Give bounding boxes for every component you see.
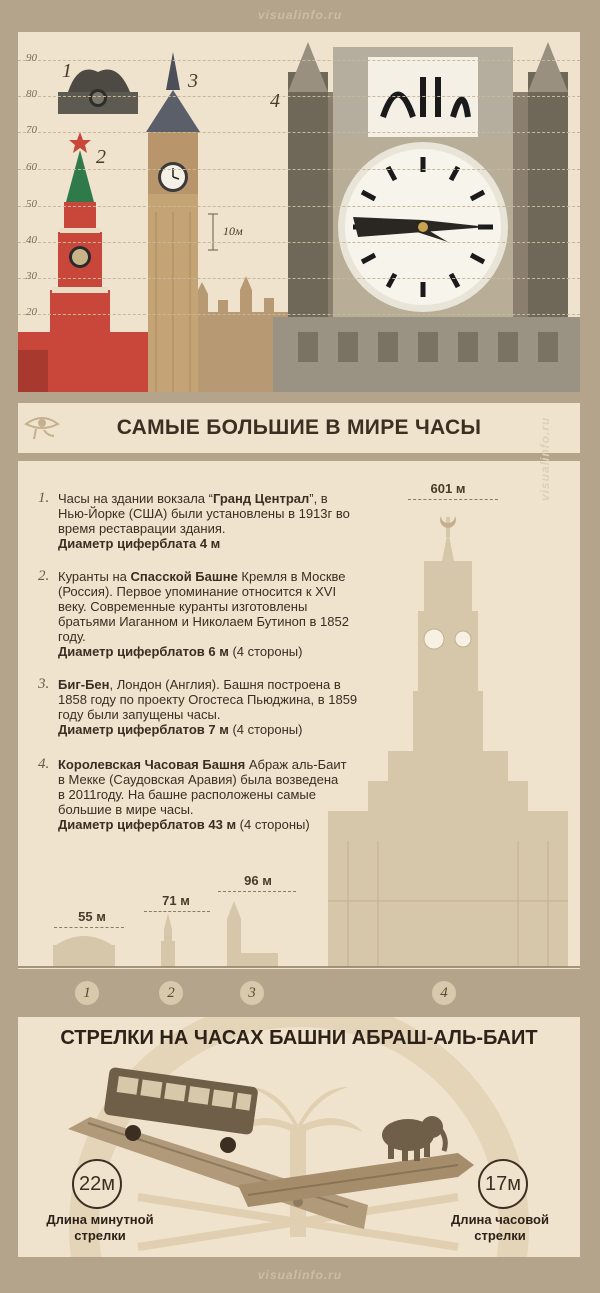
section-title-largest-clocks	[18, 403, 580, 453]
building-number-4: 4	[432, 981, 456, 1005]
site-watermark-bottom: visualinfo.ru	[257, 1268, 343, 1282]
largest-clocks-panel	[18, 416, 580, 969]
item-number: 3.	[38, 676, 50, 692]
site-watermark-side: visualinfo.ru	[538, 416, 552, 501]
scale-line-40	[18, 242, 580, 243]
item-text: Кремля в Москве (Россия). Первое упоминание относится к XVI веку. Современные куранты изготовлены братьями Иаганном и Николаем Бутиноп в 1852 году.	[58, 569, 349, 644]
item-text: Абраж аль-Баит в Мекке (Саудовская Аравия) была возведена в 2011году. На башне расположены самые большие в мире часы.	[58, 757, 347, 817]
height-marker-4	[408, 499, 498, 500]
scale-label: 50	[26, 198, 37, 210]
item-text: Куранты на	[58, 569, 131, 584]
ten-meter-label: 10м	[223, 224, 243, 238]
height-label-3: 96 м	[244, 873, 272, 888]
item-diameter: Диаметр циферблатов 6 м	[58, 644, 229, 659]
height-label-4: 601 м	[430, 481, 466, 496]
item-diameter: Диаметр циферблата 4 м	[58, 536, 221, 551]
height-marker-3	[218, 891, 296, 892]
scale-line-60	[18, 169, 580, 170]
scale-line-80	[18, 96, 580, 97]
item-number: 1.	[38, 490, 50, 506]
hour-hand-caption	[430, 1212, 570, 1244]
item-diameter-note: (4 стороны)	[228, 722, 303, 737]
scale-label: 80	[26, 88, 37, 100]
item-number: 4.	[38, 756, 50, 772]
building-number-1: 1	[75, 981, 99, 1005]
hero-panel	[18, 32, 580, 392]
height-label-2: 71 м	[162, 893, 190, 908]
caption-line: стрелки	[74, 1228, 126, 1243]
caption-line: Длина минутной	[46, 1212, 154, 1227]
callout-1: 1	[62, 60, 72, 82]
item-text: ”, в Нью-Йорке (США) были установлены в 1913г во время реставрации здания.	[58, 491, 350, 536]
site-watermark-top: visualinfo.ru	[257, 8, 343, 22]
caption-line: Длина часовой	[451, 1212, 549, 1227]
item-diameter-note: (4 стороны)	[228, 644, 303, 659]
scale-line-30	[18, 278, 580, 279]
towers-illustration	[18, 32, 580, 392]
item-bold-name: Королевская Часовая Башня	[58, 757, 246, 772]
item-bold-name: Гранд Централ	[212, 491, 310, 506]
height-label-1: 55 м	[78, 909, 106, 924]
callout-2: 2	[96, 146, 106, 168]
building-number-2: 2	[159, 981, 183, 1005]
item-diameter: Диаметр циферблатов 43 м	[58, 817, 237, 832]
height-comparison-silhouettes	[18, 461, 580, 969]
eye-of-horus-icon	[22, 412, 62, 442]
section-title-hands: СТРЕЛКИ НА ЧАСАХ БАШНИ АБРАШ-АЛЬ-БАИТ	[60, 1027, 538, 1049]
scale-line-90	[18, 60, 580, 61]
minute-hand-caption	[30, 1212, 170, 1244]
callout-3: 3	[188, 70, 198, 92]
height-marker-1	[54, 927, 124, 928]
scale-label: 40	[26, 234, 37, 246]
height-marker-2	[144, 911, 210, 912]
item-bold-name: Биг-Бен	[58, 677, 110, 692]
minute-hand-length-badge: 22м	[72, 1159, 122, 1209]
scale-line-20	[18, 314, 580, 315]
item-bold-name: Спасской Башне	[130, 569, 238, 584]
scale-label: 90	[26, 52, 37, 64]
caption-line: стрелки	[474, 1228, 526, 1243]
scale-label: 30	[26, 270, 37, 282]
item-diameter: Диаметр циферблатов 7 м	[58, 722, 229, 737]
item-diameter-note: (4 стороны)	[236, 817, 310, 832]
item-number: 2.	[38, 568, 50, 584]
building-number-3: 3	[240, 981, 264, 1005]
section-title-text: САМЫЕ БОЛЬШИЕ В МИРЕ ЧАСЫ	[116, 416, 482, 439]
scale-label: 70	[26, 124, 37, 136]
scale-line-50	[18, 206, 580, 207]
item-text: Часы на здании вокзала “	[58, 491, 213, 506]
scale-label: 20	[26, 306, 37, 318]
mecca-clock-tower	[273, 42, 580, 392]
hour-hand-length-badge: 17м	[478, 1159, 528, 1209]
clock-hands-panel	[18, 1017, 580, 1257]
item-text: , Лондон (Англия). Башня построена в 1858 году по проекту Огостеса Пьюджина, в 1859 году были запущены часы.	[58, 677, 358, 722]
scale-label: 60	[26, 161, 37, 173]
callout-4: 4	[270, 90, 280, 112]
scale-line-70	[18, 132, 580, 133]
